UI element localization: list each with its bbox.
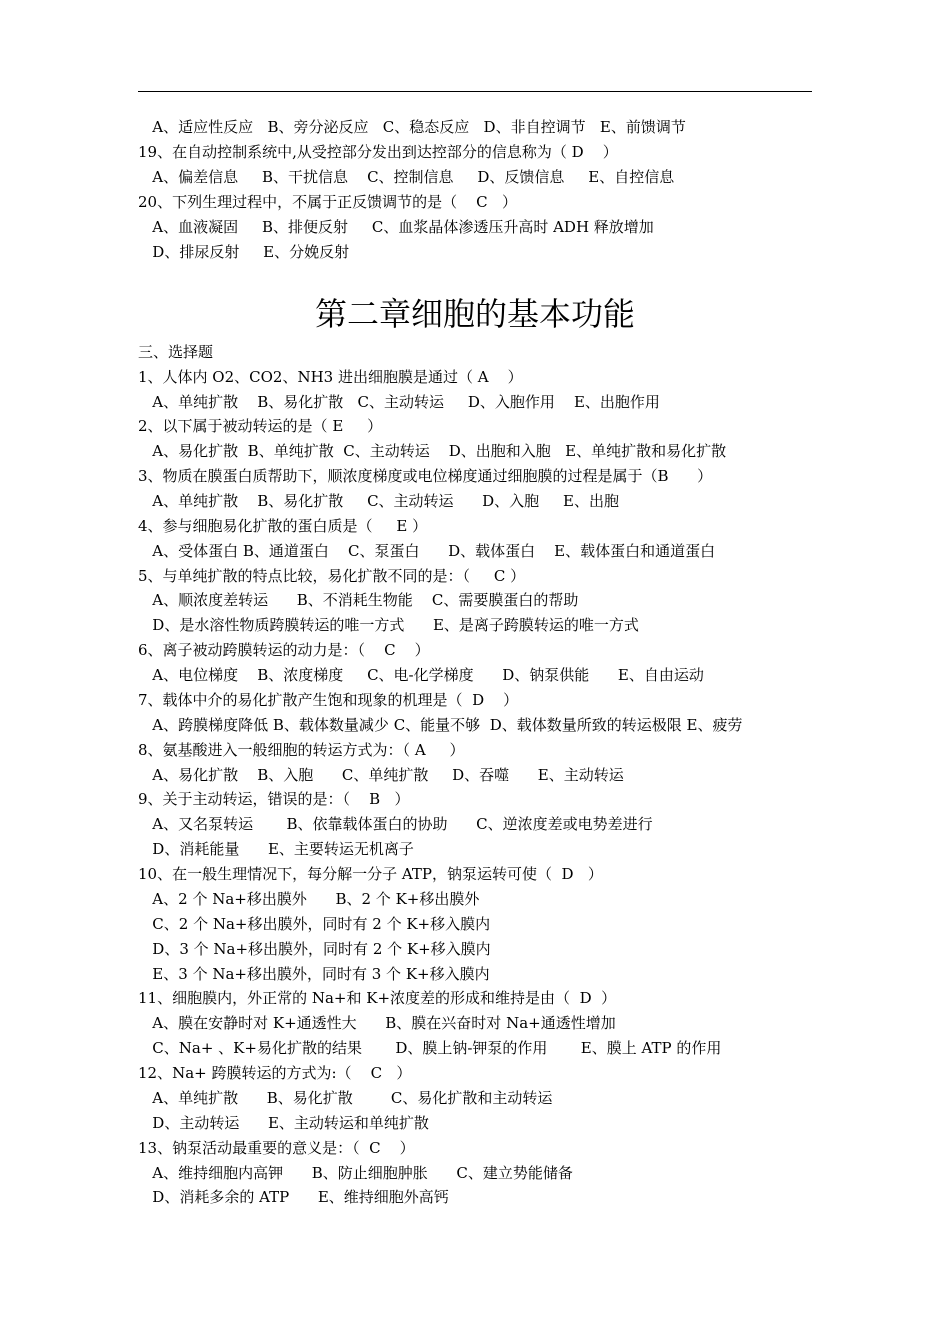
question-10-option-c: C、2 个 Na+移出膜外，同时有 2 个 K+移入膜内 [138,915,491,933]
question-8-options: A、易化扩散 B、入胞 C、单纯扩散 D、吞噬 E、主动转运 [138,766,624,784]
question-5-options-2: D、是水溶性物质跨膜转运的唯一方式 E、是离子跨膜转运的唯一方式 [138,616,639,634]
question-20-options-1: A、血液凝固 B、排便反射 C、血浆晶体渗透压升高时 ADH 释放增加 [138,218,654,236]
question-19: 19、在自动控制系统中,从受控部分发出到达控部分的信息称为（ D ） [138,143,618,161]
question-10-option-d: D、3 个 Na+移出膜外，同时有 2 个 K+移入膜内 [138,940,491,958]
section-heading: 三、选择题 [138,343,214,361]
question-3-options: A、单纯扩散 B、易化扩散 C、主动转运 D、入胞 E、出胞 [138,492,619,510]
question-3: 3、物质在膜蛋白质帮助下，顺浓度梯度或电位梯度通过细胞膜的过程是属于（B ） [138,467,713,485]
question-7: 7、载体中介的易化扩散产生饱和现象的机理是（ D ） [138,691,519,709]
question-20-options-2: D、排尿反射 E、分娩反射 [138,243,350,261]
question-2: 2、以下属于被动转运的是（ E ） [138,417,383,435]
question-6: 6、离子被动跨膜转运的动力是：（ C ） [138,641,430,659]
question-6-options: A、电位梯度 B、浓度梯度 C、电-化学梯度 D、钠泵供能 E、自由运动 [138,666,704,684]
question-13: 13、钠泵活动最重要的意义是：（ C ） [138,1139,415,1157]
question-10-option-ab: A、2 个 Na+移出膜外 B、2 个 K+移出膜外 [138,890,480,908]
question-11-options-1: A、膜在安静时对 K+通透性大 B、膜在兴奋时对 Na+通透性增加 [138,1014,616,1032]
question-11: 11、细胞膜内，外正常的 Na+和 K+浓度差的形成和维持是由（ D ） [138,989,617,1007]
question-10-option-e: E、3 个 Na+移出膜外，同时有 3 个 K+移入膜内 [138,965,490,983]
question-12-options-1: A、单纯扩散 B、易化扩散 C、易化扩散和主动转运 [138,1089,553,1107]
question-8: 8、氨基酸进入一般细胞的转运方式为：（ A ） [138,741,465,759]
question-9-options-1: A、又名泵转运 B、依靠载体蛋白的协助 C、逆浓度差或电势差进行 [138,815,653,833]
question-9-options-2: D、消耗能量 E、主要转运无机离子 [138,840,414,858]
question-4: 4、参与细胞易化扩散的蛋白质是（ E ） [138,517,428,535]
question-20: 20、下列生理过程中，不属于正反馈调节的是（ C ） [138,193,517,211]
question-12-options-2: D、主动转运 E、主动转运和单纯扩散 [138,1114,429,1132]
header-rule [138,91,812,92]
chapter-title: 第二章细胞的基本功能 [314,295,635,333]
question-1-options: A、单纯扩散 B、易化扩散 C、主动转运 D、入胞作用 E、出胞作用 [138,393,660,411]
question-4-options: A、受体蛋白 B、通道蛋白 C、泵蛋白 D、载体蛋白 E、载体蛋白和通道蛋白 [138,542,716,560]
question-9: 9、关于主动转运，错误的是：（ B ） [138,790,410,808]
question-10: 10、在一般生理情况下，每分解一分子 ATP，钠泵运转可使（ D ） [138,865,603,883]
question-13-options-1: A、维持细胞内高钾 B、防止细胞肿胀 C、建立势能储备 [138,1164,573,1182]
question-7-options: A、跨膜梯度降低 B、载体数量减少 C、能量不够 D、载体数量所致的转运极限 E、疲劳 [138,716,743,734]
question-12: 12、Na+ 跨膜转运的方式为:（ C ） [138,1064,412,1082]
question-5: 5、与单纯扩散的特点比较，易化扩散不同的是：（ C ） [138,567,526,585]
question-19-options: A、偏差信息 B、干扰信息 C、控制信息 D、反馈信息 E、自控信息 [138,168,675,186]
question-11-options-2: C、Na+ 、K+易化扩散的结果 D、膜上钠-钾泵的作用 E、膜上 ATP 的作用 [138,1039,722,1057]
question-2-options: A、易化扩散 B、单纯扩散 C、主动转运 D、出胞和入胞 E、单纯扩散和易化扩散 [138,442,727,460]
question-13-options-2: D、消耗多余的 ATP E、维持细胞外高钙 [138,1188,449,1206]
question-18-options: A、适应性反应 B、旁分泌反应 C、稳态反应 D、非自控调节 E、前馈调节 [138,118,686,136]
question-1: 1、人体内 O2、CO2、NH3 进出细胞膜是通过（ A ） [138,368,523,386]
question-5-options-1: A、顺浓度差转运 B、不消耗生物能 C、需要膜蛋白的帮助 [138,591,579,609]
